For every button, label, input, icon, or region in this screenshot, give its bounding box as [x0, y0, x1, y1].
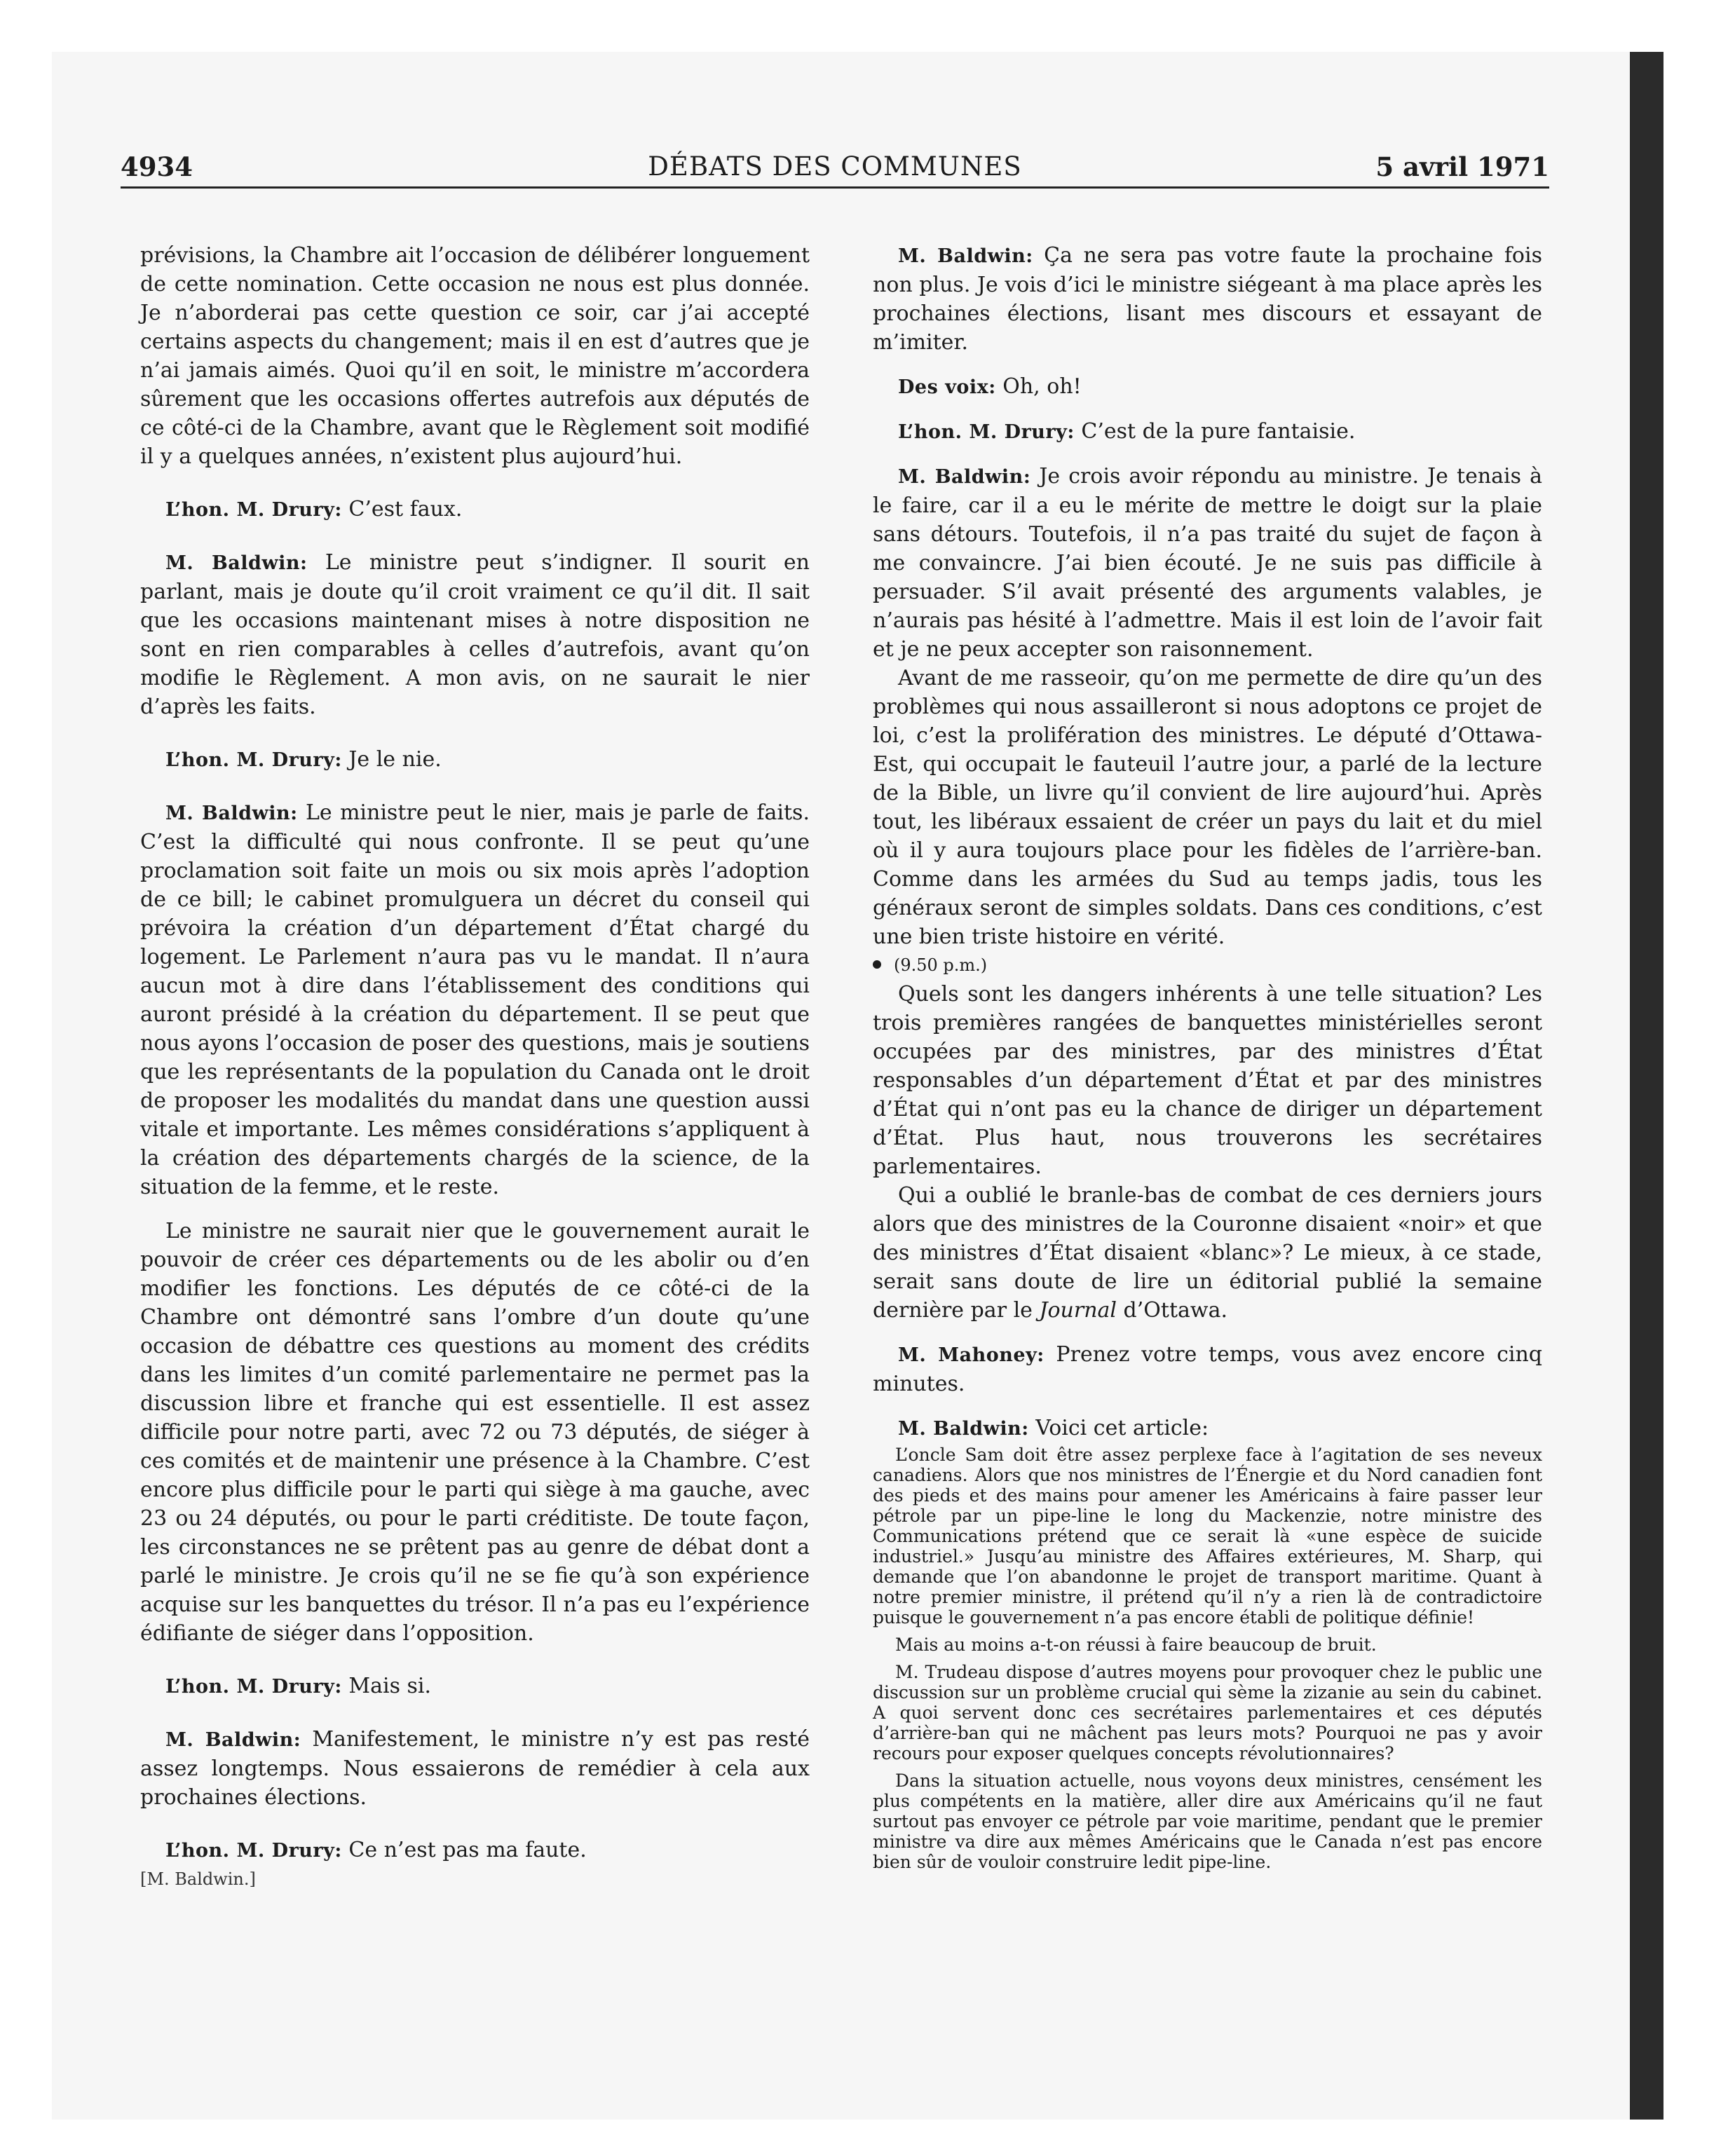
speaker: M. Baldwin: [898, 245, 1033, 267]
speaker: M. Baldwin: [165, 552, 308, 574]
paragraph: Avant de me rasseoir, qu’on me permette de dire qu’un des problèmes qui nous assailleront si nous adoptons ce projet de loi, c’est la prolifération des ministres. Le député d’Ottawa-Est, qui occupait le fauteuil l’autre jour, a parlé de la lecture de la Bible, un livre qu’il convient de lire aujourd’hui. Après tout, les libéraux essaient de créer un pays du lait et du miel où il y aura toujours place pour les fidèles de l’arrière-ban. Comme dans les armées du Sud au temps jadis, tous les généraux seront de simples soldats. Dans ces conditions, c’est une bien triste histoire en vérité. [873, 666, 1542, 949]
time-text: (9.50 p.m.) [894, 955, 988, 975]
paragraph-text: Qui a oublié le branle-bas de combat de ces derniers jours alors que des ministres de la Couronne disaient «noir» et que des ministres d’État disaient «blanc»? Le mieux, à ce stade, serait sans doute de lire un éditorial publié la semaine dernière par le [873, 1183, 1542, 1323]
speech-text: C’est de la pure fantaisie. [1081, 419, 1356, 444]
bullet-icon [873, 960, 881, 969]
publication-title: DÉBATS DES COMMUNES [648, 151, 1022, 182]
speaker: L’hon. M. Drury: [165, 499, 342, 521]
speaker: L’hon. M. Drury: [165, 749, 342, 771]
speech-text: Le ministre peut le nier, mais je parle de faits. C’est la difficulté qui nous confronte. Il se peut qu’une proclamation soit faite un mois ou six mois après l’adoption de ce bill; le cabinet promulguera un décret du conseil qui prévoira la création d’un département d’État chargé du logement. Le Parlement n’aura pas vu le mandat. Il n’aura aucun mot à dire dans l’établissement des conditions qui auront présidé à la création du département. Il se peut que nous ayons l’occasion de poser des questions, mais je soutiens que les représentants de la population du Canada ont le droit de proposer les modalités du mandat dans une question aussi vitale et importante. Les mêmes considérations s’appliquent à la création des départements chargés de la science, de la situation de la femme, et le reste. [140, 800, 810, 1199]
speech [140, 495, 810, 524]
time-marker [873, 951, 1542, 980]
paragraph [873, 1181, 1542, 1325]
speech [873, 462, 1542, 664]
scan-edge-bar [1630, 52, 1663, 2120]
speech [140, 548, 810, 721]
page-date: 5 avril 1971 [1375, 151, 1549, 182]
speaker: Des voix: [898, 376, 996, 398]
speaker: M. Baldwin: [898, 1418, 1029, 1440]
speech-text: Ce n’est pas ma faute. [348, 1838, 587, 1862]
speech [873, 1414, 1542, 1443]
speaker-reference: [M. Baldwin.] [140, 1869, 256, 1889]
speaker: M. Baldwin: [165, 803, 298, 824]
speaker: M. Mahoney: [898, 1344, 1045, 1366]
speech [873, 417, 1542, 446]
paragraph: Quels sont les dangers inhérents à une telle situation? Les trois premières rangées de banquettes ministérielles seront occupées par des ministres, par des ministres d’État responsables d’un département d’État et par des ministres d’État qui n’ont pas eu la chance de diriger un département d’État. Plus haut, nous trouverons les secrétaires parlementaires. [873, 982, 1542, 1179]
speech-text: Ça ne sera pas votre faute la prochaine fois non plus. Je vois d’ici le ministre siégeant à ma place après les prochaines élections, lisant mes discours et essayant de m’imiter. [873, 243, 1542, 355]
speech-text: Prenez votre temps, vous avez encore cinq minutes. [873, 1342, 1543, 1396]
speech-text: Manifestement, le ministre n’y est pas resté assez longtemps. Nous essaierons de remédier à cela aux prochaines élections. [140, 1727, 810, 1810]
speech-text: Je crois avoir répondu au ministre. Je tenais à le faire, car il a eu le mérite de mettre le doigt sur la plaie sans détours. Toutefois, il n’a pas traité du sujet de façon à me convaincre. J’ai bien écouté. Je ne suis pas difficile à persuader. S’il avait présenté des arguments valables, je n’aurais pas hésité à l’admettre. Mais il est loin de l’avoir fait et je ne peux accepter son raisonnement. [873, 464, 1542, 662]
paragraph: Le ministre ne saurait nier que le gouvernement aurait le pouvoir de créer ces départements ou de les abolir ou d’en modifier les fonctions. Les députés de ce côté-ci de la Chambre ont démontré sans l’ombre d’un doute qu’une occasion de débattre ces questions au moment des crédits dans les limites d’un comité parlementaire ne permet pas la discussion libre et franche qui est essentielle. Il est assez difficile pour notre parti, avec 72 ou 73 députés, de siéger à ces comités et de maintenir une présence à la Chambre. C’est encore plus difficile pour le parti qui siège à ma gauche, avec 23 ou 24 députés, ou pour le parti créditiste. De toute façon, les circonstances ne se prêtent pas au genre de débat dont a parlé le ministre. Je crois qu’il ne se fie qu’à son expérience acquise sur les banquettes du trésor. Il n’a pas eu l’expérience édifiante de siéger dans l’opposition. [140, 1219, 810, 1646]
paragraph: prévisions, la Chambre ait l’occasion de délibérer longuement de cette nomination. Cette occasion ne nous est plus donnée. Je n’aborderai pas cette question ce soir, car j’ai accepté certains aspects du changement; mais il en est d’autres que je n’ai jamais aimés. Quoi qu’il en soit, le ministre m’accordera sûrement que les occasions offertes autrefois aux députés de ce côté-ci de la Chambre, avant que le Règlement soit modifié il y a quelques années, n’existent plus aujourd’hui. [140, 243, 810, 469]
speech-text: C’est faux. [348, 497, 463, 521]
page-header [121, 147, 1549, 189]
speech [873, 372, 1542, 402]
left-column [140, 241, 810, 1894]
speech-text: Oh, oh! [1002, 374, 1082, 399]
speech [140, 1725, 810, 1812]
speaker: M. Baldwin: [898, 466, 1031, 488]
speech [140, 1836, 810, 1865]
quote-paragraph: L’oncle Sam doit être assez perplexe face à l’agitation de ses neveux canadiens. Alors que nos ministres de l’Énergie et du Nord canadien font des pieds et des mains pour amener les Américains à faire passer leur pétrole par un pipe-line le long du Mackenzie, notre ministre des Communications prétend que ce serait là «une espèce de suicide industriel.» Jusqu’au ministre des Affaires extérieures, M. Sharp, qui demande que l’on abandonne le projet de transport maritime. Quant à notre premier ministre, il prétend qu’il n’y a rien là de contradictoire puisque le gouvernement n’a pas encore établi de politique définie! [873, 1445, 1542, 1628]
speech [873, 1340, 1542, 1398]
quote-paragraph: Dans la situation actuelle, nous voyons deux ministres, censément les plus compétents en la matière, aller dire aux Américains qu’il ne faut surtout pas envoyer ce pétrole par voie maritime, pendant que le premier ministre va dire aux mêmes Américains que le Canada n’est pas encore bien sûr de vouloir construire ledit pipe-line. [873, 1770, 1542, 1872]
speaker: L’hon. M. Drury: [165, 1840, 342, 1862]
right-column [873, 241, 1542, 1879]
quote-paragraph: Mais au moins a-t-on réussi à faire beaucoup de bruit. [895, 1635, 1377, 1655]
newspaper-title: Journal [1039, 1298, 1117, 1323]
page-number: 4934 [121, 151, 193, 182]
speaker: M. Baldwin: [165, 1729, 301, 1751]
speech [140, 1672, 810, 1701]
quote-paragraph: M. Trudeau dispose d’autres moyens pour provoquer chez le public une discussion sur un problème crucial qui sème la zizanie au sein du cabinet. A quoi servent donc ces secrétaires parlementaires et ces députés d’arrière-ban qui ne mâchent pas leurs mots? Pourquoi ne pas y avoir recours pour exposer quelques concepts révolutionnaires? [873, 1662, 1542, 1763]
speech-text: Voici cet article: [1035, 1416, 1209, 1440]
speech-text: Le ministre peut s’indigner. Il sourit en parlant, mais je doute qu’il croit vraiment ce qu’il dit. Il sait que les occasions maintenant mises à notre disposition ne sont en rien comparables à celles d’autrefois, avant qu’on modifie le Règlement. A mon avis, on ne saurait le nier d’après les faits. [140, 550, 810, 719]
speaker: L’hon. M. Drury: [165, 1676, 342, 1698]
quoted-article [873, 1445, 1542, 1872]
speech [140, 798, 810, 1201]
speech [873, 241, 1542, 357]
speech-text: Je le nie. [348, 747, 442, 772]
speech-text: Mais si. [348, 1674, 432, 1698]
speaker: L’hon. M. Drury: [898, 421, 1075, 443]
paragraph-text: d’Ottawa. [1117, 1298, 1227, 1323]
speech [140, 745, 810, 775]
